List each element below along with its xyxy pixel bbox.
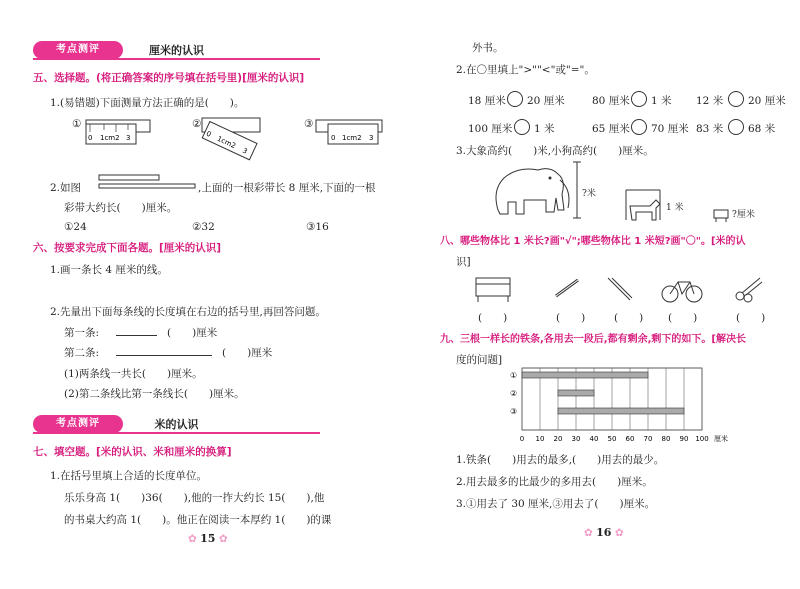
- ruler-option-1: ①: [72, 118, 82, 130]
- s7-q1-line2: 的书桌大约高 1( )。他正在阅读一本厚约 1( )的课: [64, 514, 332, 526]
- r-q3: 3.大象高约( )米,小狗高约( )厘米。: [456, 145, 654, 157]
- section-6-title: 六、按要求完成下面各题。[厘米的认识]: [33, 242, 222, 254]
- compare-left-value: 65 厘米: [592, 123, 630, 135]
- header-title: 厘米的认识: [149, 44, 204, 57]
- svg-text:0: 0: [331, 134, 336, 142]
- bicycle-icon: [660, 276, 704, 304]
- compare-circle-blank[interactable]: [514, 119, 530, 135]
- header-bar-m: [33, 414, 320, 434]
- s5-q1: 1.(易错题)下面测量方法正确的是( )。: [50, 97, 245, 109]
- s7-q1-line1: 乐乐身高 1( )36( ),他的一拃大约长 15( ),他: [64, 492, 325, 504]
- page-number-right: ✿ 16 ✿: [584, 526, 624, 539]
- palm-icon: ✿: [218, 533, 228, 545]
- ruler-1-figure: [82, 118, 152, 150]
- ribbon-figure: [98, 174, 198, 192]
- ruler-option-3: ③: [304, 118, 314, 130]
- chart-tick-label: 90: [679, 435, 689, 443]
- r-a1: 1.铁条( )用去的最多,( )用去的最少。: [456, 454, 665, 466]
- compare-left-value: 100 厘米: [468, 123, 513, 135]
- section-5-title: 五、选择题。(将正确答案的序号填在括号里)[厘米的认识]: [33, 72, 305, 84]
- small-dog-icon: [712, 206, 732, 222]
- chart-tick-label: 80: [661, 435, 671, 443]
- svg-text:3: 3: [369, 134, 374, 142]
- s5-q2-a: 2.如图: [50, 182, 82, 194]
- chart-tick-label: 0: [519, 435, 525, 443]
- chart-tick-label: 70: [643, 435, 653, 443]
- line-2-label: 第二条:: [64, 347, 100, 359]
- svg-text:3: 3: [126, 134, 131, 142]
- iron-bar-chart: [508, 366, 768, 448]
- one-meter-label: 1 米: [666, 203, 684, 213]
- header-bar-cm: [33, 40, 320, 60]
- svg-text:1cm2: 1cm2: [100, 134, 120, 142]
- section-8-title: 八、哪些物体比 1 米长?画"√";哪些物体比 1 米短?画"〇"。[米的认: [440, 236, 746, 247]
- ruler-option-2: ②: [192, 118, 202, 130]
- section-9-title: 九、三根一样长的铁条,各用去一段后,都有剩余,剩下的如下。[解决长: [440, 334, 746, 345]
- compare-right-value: 68 米: [748, 123, 776, 135]
- compare-left-value: 18 厘米: [468, 95, 506, 107]
- s6-q2: 2.先量出下面每条线的长度填在右边的括号里,再回答问题。: [50, 306, 326, 318]
- line-1-segment: [116, 335, 157, 336]
- s5-q2-b: ,上面的一根彩带长 8 厘米,下面的一根: [198, 182, 376, 194]
- svg-text:1cm2: 1cm2: [215, 134, 237, 151]
- compare-circle-blank[interactable]: [728, 91, 744, 107]
- compare-left-value: 12 米: [696, 95, 724, 107]
- line-1-answer: ( )厘米: [167, 327, 218, 339]
- chart-bar: [558, 408, 684, 414]
- chart-tick-label: 60: [625, 435, 635, 443]
- ruler-2-figure: [200, 116, 270, 156]
- chart-tick-label: 50: [607, 435, 617, 443]
- chart-unit-label: 厘米: [714, 435, 728, 443]
- r-q2: 2.在〇里填上">""<"或"="。: [456, 64, 595, 76]
- header-badge: 考点测评: [33, 41, 123, 59]
- s5-q2-c: 彩带大约长( )厘米。: [64, 202, 178, 214]
- palm-icon: ✿: [188, 533, 197, 545]
- elephant-height-label: ?米: [582, 189, 596, 199]
- ruler-3-figure: [314, 118, 384, 150]
- r-a3: 3.①用去了 30 厘米,③用去了( )厘米。: [456, 498, 656, 510]
- s5-opt-2: ②32: [192, 221, 215, 233]
- chart-category-label: ②: [510, 389, 518, 398]
- compare-right-value: 20 厘米: [748, 95, 786, 107]
- section-7-title: 七、填空题。[米的认识、米和厘米的换算]: [33, 446, 232, 458]
- chart-category-label: ③: [510, 407, 518, 416]
- chopsticks-icon: [604, 276, 634, 302]
- s7-q1: 1.在括号里填上合适的长度单位。: [50, 470, 208, 482]
- svg-text:3: 3: [241, 146, 249, 156]
- compare-circle-blank[interactable]: [507, 91, 523, 107]
- chart-category-label: ①: [510, 371, 518, 380]
- dog-icon: [626, 196, 662, 222]
- pencil-icon: [552, 276, 582, 300]
- answer-parenthesis[interactable]: ( ): [668, 312, 698, 324]
- compare-right-value: 1 米: [651, 95, 672, 107]
- s6-q2-1: (1)两条线一共长( )厘米。: [64, 368, 203, 380]
- page-number-left: ✿ 15 ✿: [188, 532, 228, 545]
- section-8-title-cont: 识]: [456, 256, 471, 268]
- compare-circle-blank[interactable]: [728, 119, 744, 135]
- header2-title: 米的认识: [154, 418, 199, 431]
- bed-icon: [474, 272, 514, 304]
- compare-left-value: 83 米: [696, 123, 724, 135]
- r-a2: 2.用去最多的比最少的多用去( )厘米。: [456, 476, 653, 488]
- compare-right-value: 1 米: [534, 123, 555, 135]
- chart-bar: [558, 390, 594, 396]
- header2-badge: 考点测评: [33, 415, 123, 433]
- compare-right-value: 20 厘米: [527, 95, 565, 107]
- answer-parenthesis[interactable]: ( ): [614, 312, 644, 324]
- svg-text:1cm2: 1cm2: [342, 134, 362, 142]
- compare-right-value: 70 厘米: [651, 123, 689, 135]
- svg-text:0: 0: [204, 129, 213, 139]
- answer-parenthesis[interactable]: ( ): [478, 312, 508, 324]
- palm-icon: ✿: [584, 527, 593, 539]
- section-9-title-cont: 度的问题]: [456, 354, 503, 366]
- s6-q1: 1.画一条长 4 厘米的线。: [50, 264, 168, 276]
- s5-opt-1: ①24: [64, 221, 87, 233]
- compare-left-value: 80 厘米: [592, 95, 630, 107]
- s6-q2-2: (2)第二条线比第一条线长( )厘米。: [64, 388, 245, 400]
- chart-tick-label: 10: [535, 435, 545, 443]
- compare-circle-blank[interactable]: [631, 91, 647, 107]
- compare-circle-blank[interactable]: [631, 119, 647, 135]
- chart-tick-label: 40: [589, 435, 599, 443]
- chart-tick-label: 20: [553, 435, 563, 443]
- dog-height-label: ?厘米: [732, 210, 755, 220]
- line-2-answer: ( )厘米: [222, 347, 273, 359]
- answer-parenthesis[interactable]: ( ): [736, 312, 766, 324]
- answer-parenthesis[interactable]: ( ): [556, 312, 586, 324]
- svg-text:0: 0: [88, 134, 93, 142]
- s5-opt-3: ③16: [306, 221, 329, 233]
- palm-icon: ✿: [614, 527, 624, 539]
- scissors-icon: [734, 276, 764, 302]
- chart-bar: [522, 372, 648, 378]
- chart-tick-label: 30: [571, 435, 581, 443]
- chart-tick-label: 100: [695, 435, 709, 443]
- line-2-segment: [116, 355, 212, 356]
- height-marker: [572, 162, 582, 220]
- continuation-text: 外书。: [472, 42, 504, 54]
- line-1-label: 第一条:: [64, 327, 100, 339]
